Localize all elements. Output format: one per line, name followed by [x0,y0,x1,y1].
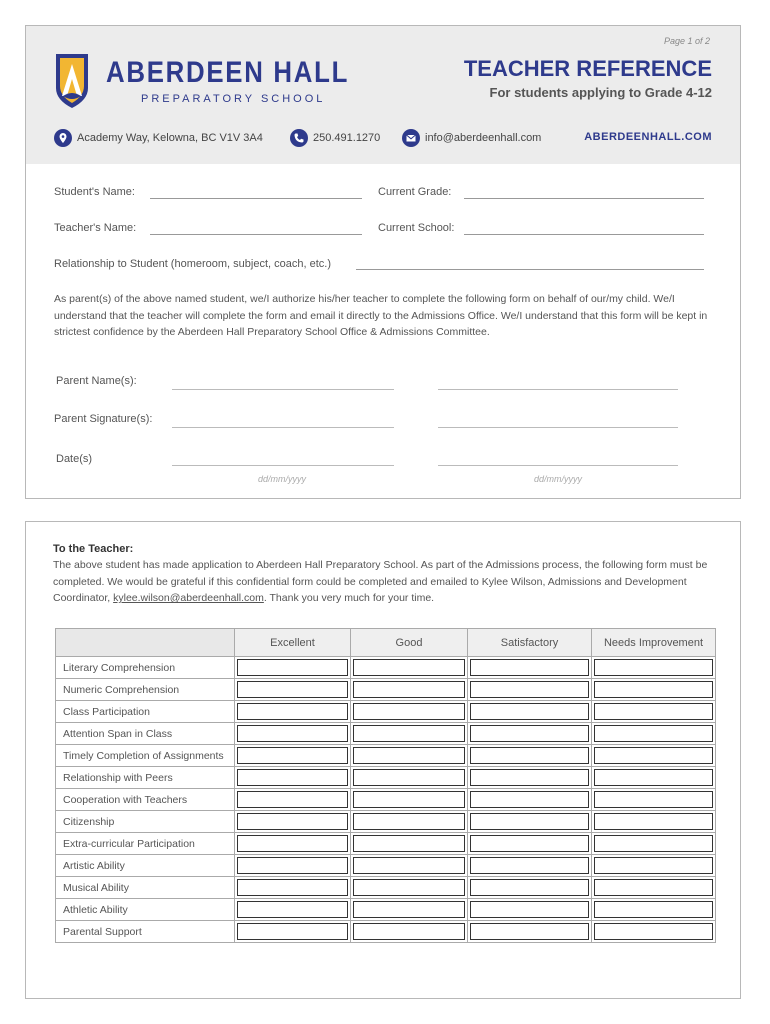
rating-input-box[interactable] [237,813,348,830]
rating-cell [351,811,468,833]
date-field-2[interactable] [438,465,678,466]
rating-input-box[interactable] [353,747,465,764]
criterion-label: Numeric Comprehension [56,679,235,701]
rating-input-box[interactable] [237,725,348,742]
table-row [56,855,716,877]
rating-cell [235,679,351,701]
rating-table [55,628,716,943]
relationship-label: Relationship to Student (homeroom, subject, coach, etc.) [54,258,331,270]
document-title: TEACHER REFERENCE [463,56,712,81]
rating-input-box[interactable] [470,857,589,874]
rating-input-box[interactable] [237,879,348,896]
criterion-label: Citizenship [56,811,235,833]
teacher-name-label: Teacher's Name: [54,222,137,234]
rating-input-box[interactable] [353,725,465,742]
rating-cell [351,833,468,855]
criterion-label: Athletic Ability [56,899,235,921]
rating-input-box[interactable] [594,747,713,764]
criteria-column-header [56,629,235,657]
rating-cell [235,745,351,767]
rating-cell [351,723,468,745]
rating-input-box[interactable] [237,923,348,940]
current-grade-field[interactable] [464,198,704,199]
rating-cell [468,745,592,767]
rating-input-box[interactable] [237,703,348,720]
rating-input-box[interactable] [594,659,713,676]
rating-cell [592,855,716,877]
table-row [56,877,716,899]
rating-input-box[interactable] [470,835,589,852]
rating-input-box[interactable] [353,791,465,808]
rating-cell [592,789,716,811]
column-header-satisfactory: Satisfactory [468,629,592,657]
school-subtitle: PREPARATORY SCHOOL [141,93,326,105]
coordinator-email-link[interactable]: kylee.wilson@aberdeenhall.com [113,592,264,604]
parent-name-field-2[interactable] [438,389,678,390]
teacher-section-title: To the Teacher: [53,543,134,555]
consent-paragraph: As parent(s) of the above named student, we/I authorize his/her teacher to complete the following form on behalf of our/my child. We/I understand that the teacher will complete the form and email it directly to the Admissions Office. We/I understand that this form will be kept in strictest confidence by the Aberdeen Hall Preparatory School Office & Admissions Committee. [54,293,708,338]
table-row [56,745,716,767]
rating-input-box[interactable] [353,879,465,896]
criterion-label: Cooperation with Teachers [56,789,235,811]
email-contact [402,129,541,147]
rating-input-box[interactable] [470,769,589,786]
table-row [56,789,716,811]
rating-cell [468,657,592,679]
table-row [56,767,716,789]
rating-cell [351,789,468,811]
page-one-form [25,25,741,499]
rating-cell [351,767,468,789]
criterion-label: Extra-curricular Participation [56,833,235,855]
parent-name-field-1[interactable] [172,389,394,390]
address-text: Academy Way, Kelowna, BC V1V 3A4 [77,132,263,144]
instructions-text-2: . Thank you very much for your time. [263,592,435,604]
criterion-label: Musical Ability [56,877,235,899]
rating-cell [468,701,592,723]
rating-input-box[interactable] [470,681,589,698]
rating-header-row [56,629,716,657]
school-shield-logo [53,52,91,110]
rating-cell [592,679,716,701]
rating-cell [592,877,716,899]
instructions-text-1: The above student has made application to Aberdeen Hall Preparatory School. As part of the Admissions process, the following form must be completed. We would be grateful if this confidential form could be completed and emailed to Kylee Wilson, Admissions and Development Coordinator, [53,559,708,604]
form-header [26,26,740,164]
rating-input-box[interactable] [594,813,713,830]
date-label: Date(s) [56,453,93,465]
table-row [56,657,716,679]
rating-cell [592,811,716,833]
criterion-label: Relationship with Peers [56,767,235,789]
rating-input-box[interactable] [237,681,348,698]
rating-cell [235,723,351,745]
phone-icon [290,129,308,147]
rating-cell [468,833,592,855]
rating-cell [468,811,592,833]
rating-input-box[interactable] [470,725,589,742]
rating-cell [351,745,468,767]
rating-cell [592,767,716,789]
rating-cell [235,811,351,833]
parent-signature-field-2[interactable] [438,427,678,428]
rating-cell [351,921,468,943]
location-pin-icon [54,129,72,147]
rating-cell [235,877,351,899]
rating-cell [468,789,592,811]
rating-input-box[interactable] [594,681,713,698]
date-field-1[interactable] [172,465,394,466]
rating-cell [592,833,716,855]
rating-input-box[interactable] [353,857,465,874]
current-grade-label: Current Grade: [378,186,452,198]
rating-input-box[interactable] [594,769,713,786]
rating-input-box[interactable] [594,835,713,852]
rating-cell [351,657,468,679]
rating-cell [351,899,468,921]
date-format-hint-2: dd/mm/yyyy [534,474,583,484]
rating-input-box[interactable] [594,857,713,874]
rating-cell [592,921,716,943]
rating-cell [235,833,351,855]
rating-input-box[interactable] [353,769,465,786]
rating-cell [468,767,592,789]
rating-input-box[interactable] [353,835,465,852]
rating-cell [468,855,592,877]
current-school-label: Current School: [378,222,455,234]
rating-input-box[interactable] [353,923,465,940]
criterion-label: Artistic Ability [56,855,235,877]
rating-input-box[interactable] [470,703,589,720]
rating-input-box[interactable] [237,901,348,918]
rating-cell [235,789,351,811]
rating-cell [351,679,468,701]
rating-cell [235,899,351,921]
rating-input-box[interactable] [470,813,589,830]
criterion-label: Timely Completion of Assignments [56,745,235,767]
column-header-good: Good [351,629,468,657]
table-row [56,833,716,855]
rating-input-box[interactable] [237,857,348,874]
rating-input-box[interactable] [237,747,348,764]
rating-cell [468,921,592,943]
rating-cell [235,767,351,789]
rating-cell [235,701,351,723]
relationship-field[interactable] [356,269,704,270]
rating-cell [592,657,716,679]
criterion-label: Parental Support [56,921,235,943]
teacher-name-field[interactable] [150,234,362,235]
rating-input-box[interactable] [470,747,589,764]
date-format-hint-1: dd/mm/yyyy [258,474,307,484]
rating-input-box[interactable] [237,769,348,786]
rating-input-box[interactable] [470,659,589,676]
address-contact [54,129,263,147]
rating-cell [468,899,592,921]
rating-input-box[interactable] [353,813,465,830]
rating-input-box[interactable] [237,791,348,808]
page-number: Page 1 of 2 [663,36,710,46]
rating-input-box[interactable] [594,703,713,720]
table-row [56,701,716,723]
rating-input-box[interactable] [353,703,465,720]
rating-input-box[interactable] [237,835,348,852]
table-row [56,723,716,745]
rating-input-box[interactable] [470,879,589,896]
rating-input-box[interactable] [353,681,465,698]
rating-cell [468,877,592,899]
rating-input-box[interactable] [237,659,348,676]
rating-input-box[interactable] [470,791,589,808]
teacher-evaluation-form [25,521,741,999]
table-row [56,921,716,943]
rating-cell [592,723,716,745]
rating-cell [592,701,716,723]
phone-contact [290,129,380,147]
criterion-label: Attention Span in Class [56,723,235,745]
rating-input-box[interactable] [594,901,713,918]
column-header-needs-improvement: Needs Improvement [592,629,716,657]
table-row [56,811,716,833]
student-name-field[interactable] [150,198,362,199]
student-name-label: Student's Name: [54,186,135,198]
rating-cell [235,855,351,877]
table-row [56,679,716,701]
rating-input-box[interactable] [353,659,465,676]
criterion-label: Class Participation [56,701,235,723]
rating-input-box[interactable] [594,923,713,940]
rating-cell [592,745,716,767]
school-name: ABERDEEN HALL [106,56,350,89]
email-text[interactable]: info@aberdeenhall.com [425,132,542,144]
rating-cell [351,701,468,723]
criterion-label: Literary Comprehension [56,657,235,679]
rating-cell [235,921,351,943]
phone-text: 250.491.1270 [313,132,381,144]
website-link[interactable]: ABERDEENHALL.COM [584,131,712,143]
rating-cell [235,657,351,679]
column-header-excellent: Excellent [235,629,351,657]
document-subtitle: For students applying to Grade 4-12 [489,85,712,100]
current-school-field[interactable] [464,234,704,235]
parent-signature-field-1[interactable] [172,427,394,428]
rating-cell [351,855,468,877]
table-row [56,899,716,921]
rating-cell [592,899,716,921]
rating-input-box[interactable] [353,901,465,918]
rating-cell [468,679,592,701]
rating-input-box[interactable] [470,901,589,918]
rating-input-box[interactable] [594,725,713,742]
rating-cell [468,723,592,745]
envelope-icon [402,129,420,147]
rating-cell [351,877,468,899]
parent-signature-label: Parent Signature(s): [54,413,153,425]
rating-input-box[interactable] [594,791,713,808]
rating-input-box[interactable] [470,923,589,940]
teacher-instructions [53,557,725,607]
rating-input-box[interactable] [594,879,713,896]
parent-name-label: Parent Name(s): [56,375,137,387]
